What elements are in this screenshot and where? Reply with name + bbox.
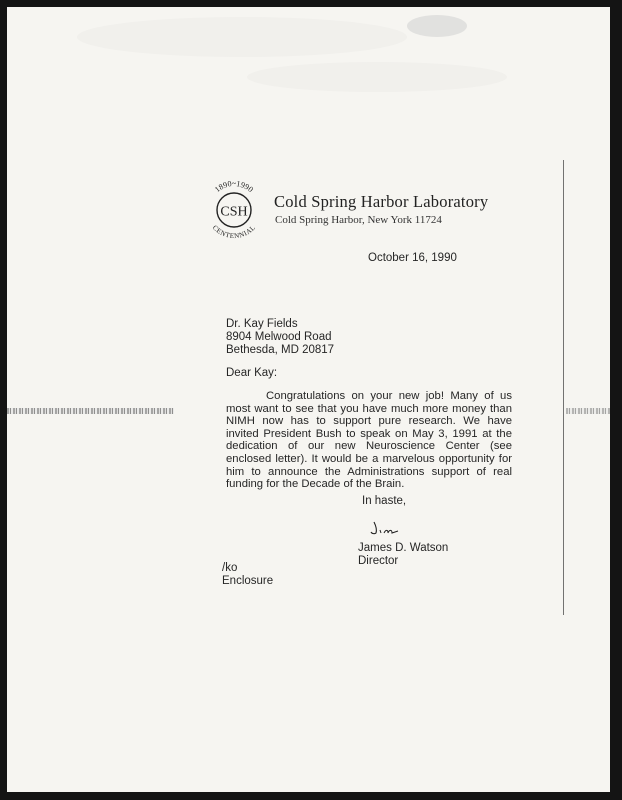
signature (368, 518, 404, 538)
page-edge-line (563, 160, 564, 615)
closing: In haste, (362, 495, 407, 507)
enclosure-note: Enclosure (222, 575, 274, 587)
recipient-address (226, 318, 334, 358)
scan-tear-mark (7, 408, 174, 414)
letter-body-text: Congratulations on your new job! Many of us most want to see that you have much more money than NIMH now has to support pure research. We have invited President Bush to speak on May 3, 1991 at the dedication of our new Neuroscience Center (see enclosed letter). It would be a marvelous opportunity for him to announce the Administrations support of real funding for the Decade of the Brain. (226, 390, 512, 491)
scan-smudge (247, 62, 507, 92)
scan-smudge (407, 15, 467, 37)
lab-name: Cold Spring Harbor Laboratory (274, 192, 489, 211)
logo-initials: CSH (220, 204, 248, 220)
csh-centennial-logo (200, 176, 268, 244)
typist-initials: /ko (222, 562, 238, 574)
scan-tear-mark (566, 408, 610, 414)
letter-date: October 16, 1990 (368, 252, 457, 264)
recipient-city: Bethesda, MD 20817 (226, 344, 335, 357)
recipient-street: 8904 Melwood Road (226, 331, 332, 344)
svg-text:1890~1990 (213, 179, 255, 194)
scan-smudge (77, 17, 407, 57)
signer-name: James D. Watson (358, 542, 449, 554)
svg-text:CENTENNIAL (211, 224, 257, 240)
signer-title: Director (358, 555, 399, 567)
lab-address: Cold Spring Harbor, New York 11724 (275, 214, 442, 226)
logo-centennial: CENTENNIAL (210, 223, 258, 241)
letter-body (226, 390, 512, 491)
salutation: Dear Kay: (226, 367, 278, 379)
recipient-name: Dr. Kay Fields (226, 318, 298, 330)
logo-years: 1890~1990 (213, 179, 255, 195)
